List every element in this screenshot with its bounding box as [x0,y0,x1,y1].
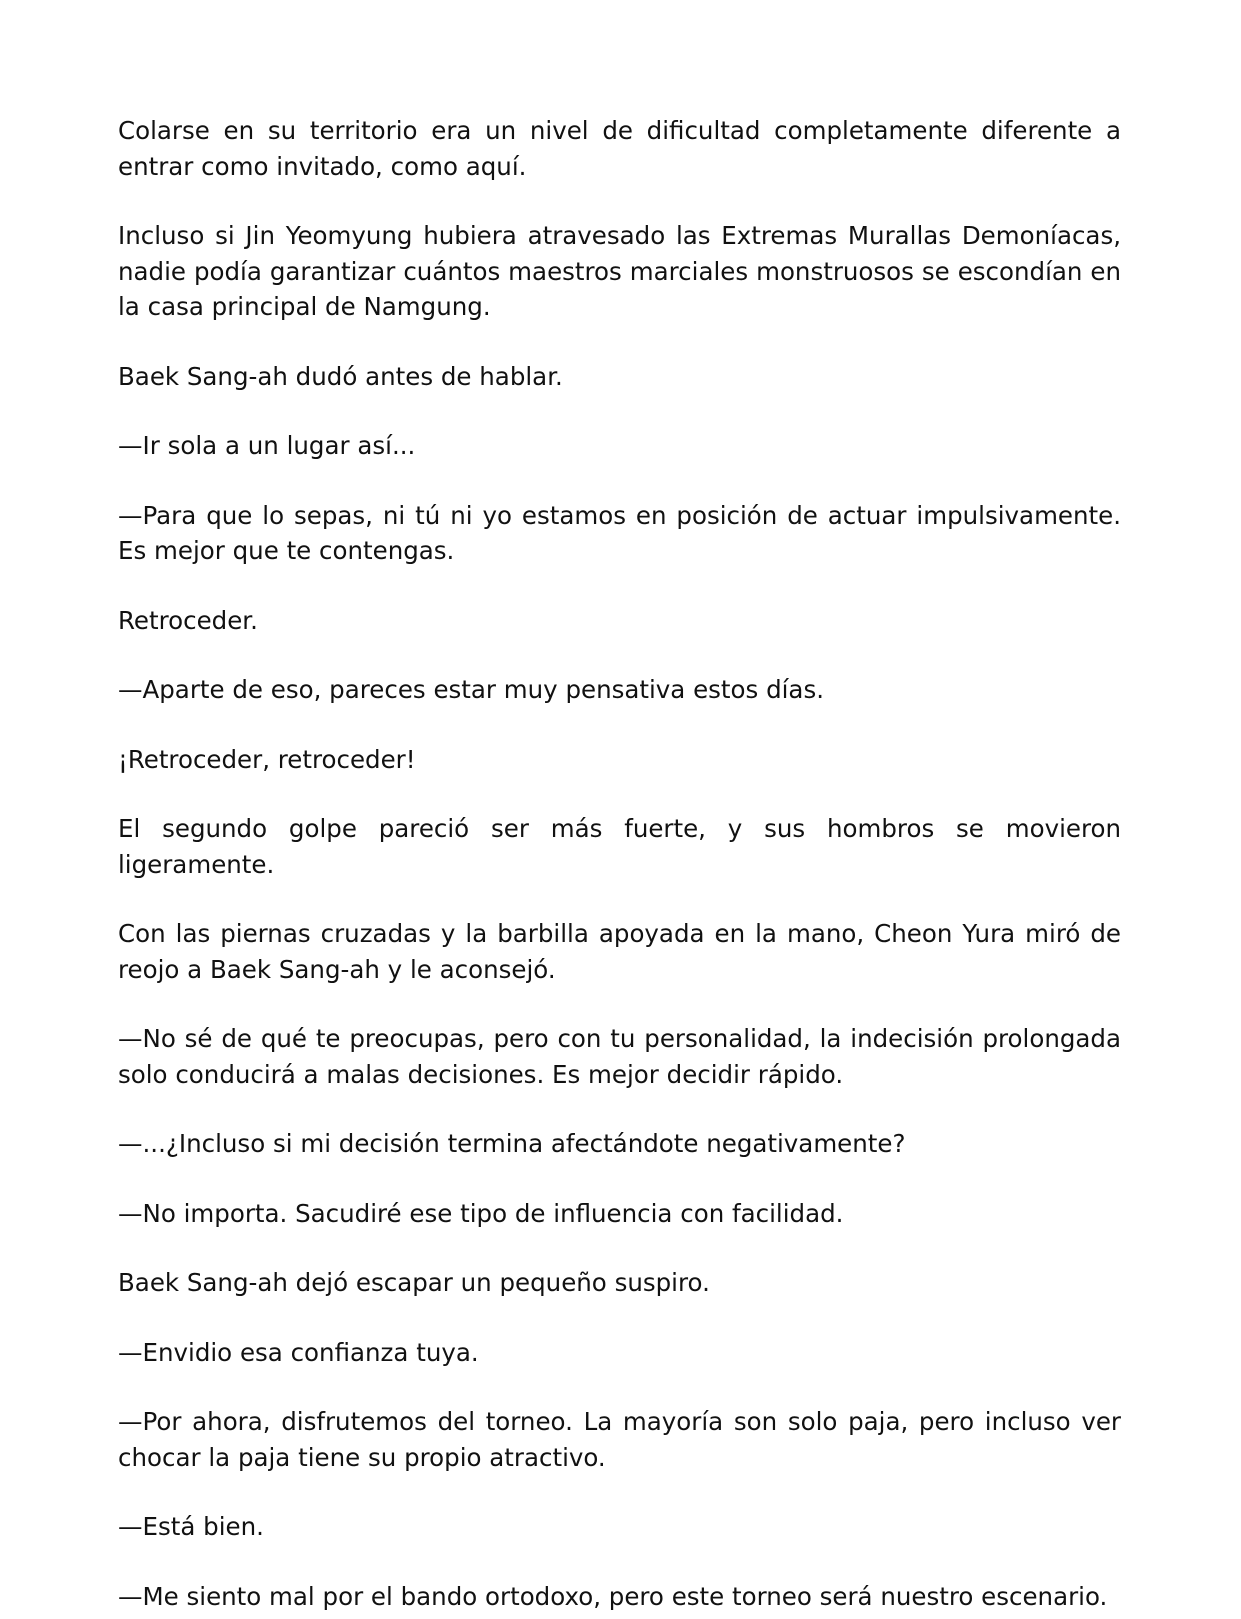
paragraph: Colarse en su territorio era un nivel de dificultad completamente diferente a entrar como invitado, como aquí. [118,116,1121,181]
dialogue-line: —Envidio esa confianza tuya. [118,1337,479,1367]
dialogue-line: —Aparte de eso, pareces estar muy pensativa estos días. [118,675,825,704]
dialogue-line: —Para que lo sepas, ni tú ni yo estamos en posición de actuar impulsivamente. Es mejor que te contengas. [118,500,1121,565]
dialogue-line: —Ir sola a un lugar así... [118,431,416,460]
dialogue-line: —Me siento mal por el bando ortodoxo, pero este torneo será nuestro escenario. [118,1581,1108,1611]
paragraph: El segundo golpe pareció ser más fuerte, y sus hombros se movieron ligeramente. [118,814,1121,879]
paragraph: Baek Sang-ah dejó escapar un pequeño suspiro. [118,1268,710,1297]
paragraph: Baek Sang-ah dudó antes de hablar. [118,361,563,391]
dialogue-line: —...¿Incluso si mi decisión termina afectándote negativamente? [118,1129,906,1158]
document-page [118,113,1121,1614]
dialogue-line: —Está bien. [118,1512,264,1541]
paragraph: Retroceder. [118,605,258,635]
paragraph: Con las piernas cruzadas y la barbilla apoyada en la mano, Cheon Yura miró de reojo a Baek Sang-ah y le aconsejó. [118,919,1121,984]
paragraph: ¡Retroceder, retroceder! [118,744,416,774]
dialogue-line: —No importa. Sacudiré ese tipo de influencia con facilidad. [118,1198,844,1228]
dialogue-line: —Por ahora, disfrutemos del torneo. La mayoría son solo paja, pero incluso ver chocar la paja tiene su propio atractivo. [118,1407,1121,1472]
paragraph: Incluso si Jin Yeomyung hubiera atravesado las Extremas Murallas Demoníacas, nadie podía garantizar cuántos maestros marciales monstruosos se escondían en la casa principal de Namgung. [118,221,1121,321]
dialogue-line: —No sé de qué te preocupas, pero con tu personalidad, la indecisión prolongada solo conducirá a malas decisiones. Es mejor decidir rápido. [118,1024,1121,1089]
